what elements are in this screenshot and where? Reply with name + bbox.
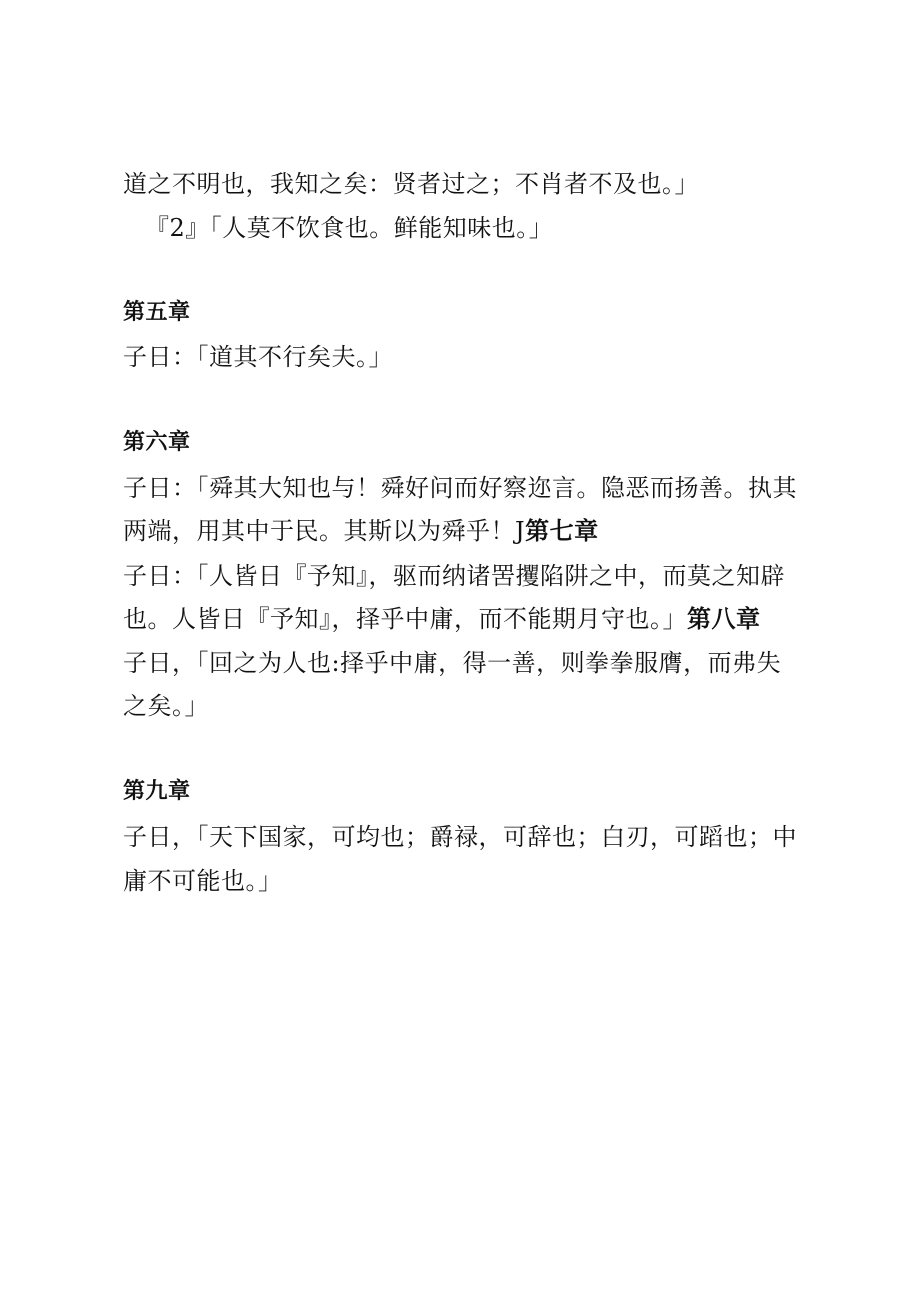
chapter-heading-5: 第五章: [123, 300, 191, 325]
text-line: [123, 604, 761, 634]
text-line: 子日：「人皆日『予知』，驱而纳诸罟攫陷阱之中，而莫之知辟: [123, 562, 785, 590]
text-line: 子日：「舜其大知也与！舜好问而好察迩言。隐恶而扬善。执其: [123, 474, 797, 502]
text-line: 之矣。」: [123, 692, 209, 720]
text-fragment: 两端，用其中于民。其斯以为舜乎！J: [123, 517, 526, 545]
chapter-heading-9: 第九章: [123, 779, 191, 804]
text-line: [123, 516, 599, 546]
text-line: 道之不明也，我知之矣：贤者过之；不肖者不及也。」: [123, 170, 699, 198]
chapter-heading-6: 第六章: [123, 430, 191, 455]
chapter-heading-8: 第八章: [687, 605, 761, 633]
chapter-heading-7: 第七章: [525, 517, 599, 545]
text-line: 『2』「人莫不饮食也。鲜能知味也。」: [145, 214, 554, 242]
text-fragment: 也。人皆日『予知』，择乎中庸，而不能期月守也。」: [123, 605, 687, 633]
text-line: 庸不可能也。」: [123, 867, 283, 895]
text-line: 子日，「回之为人也:择乎中庸，得一善，则拳拳服膺，而弗失: [123, 649, 782, 677]
text-line: 子日：「道其不行矣夫。」: [123, 343, 393, 371]
text-line: 子日，「天下国家，可均也；爵禄，可辞也；白刃，可蹈也；中: [123, 823, 797, 851]
